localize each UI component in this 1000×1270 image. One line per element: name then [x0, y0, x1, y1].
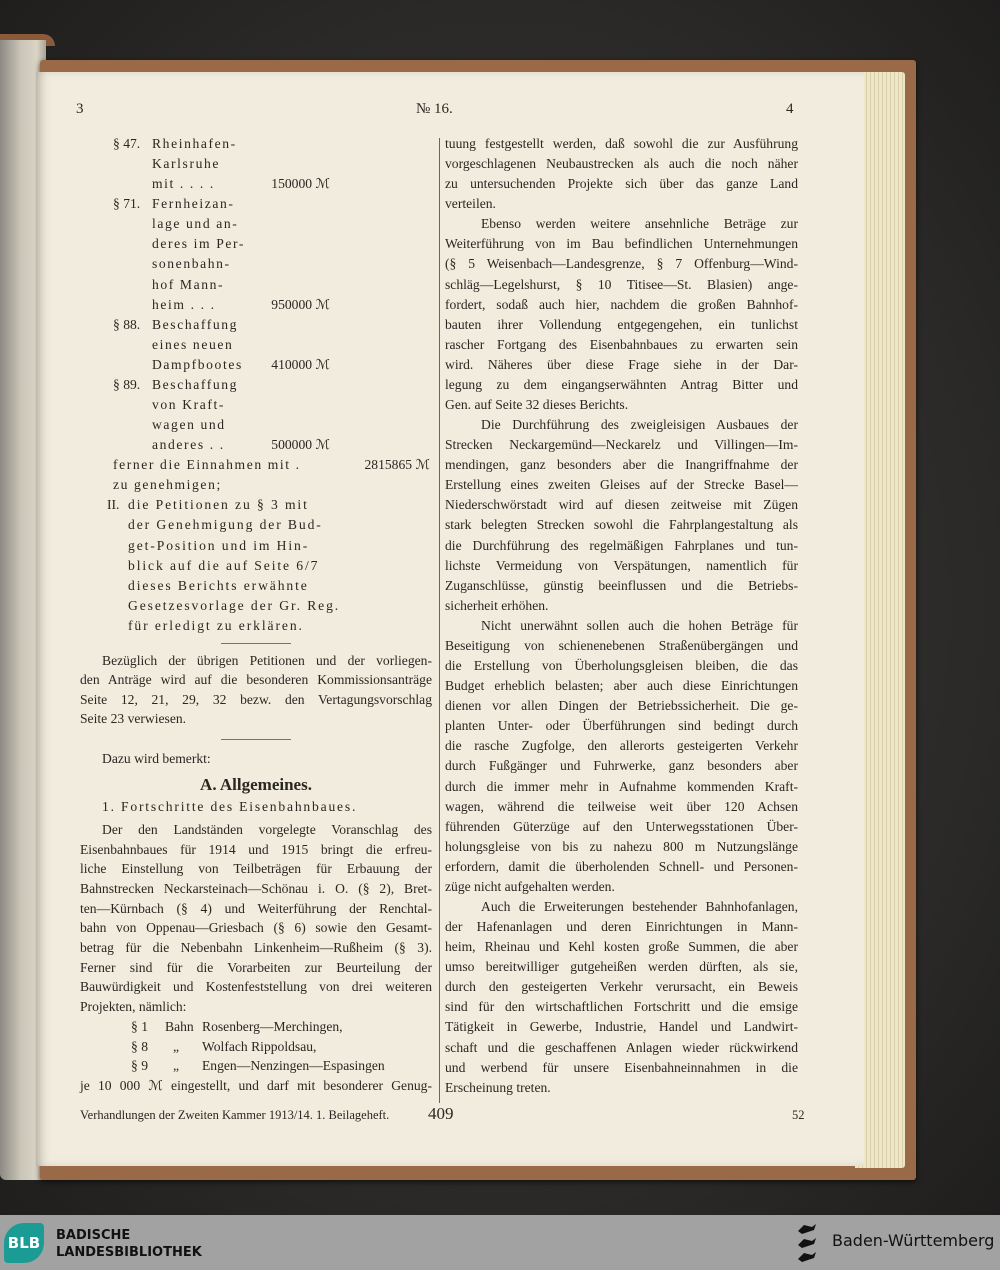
paragraph-line: Tätigkeit in Gewerbe, Industrie, Handel und Landwirt- — [445, 1019, 798, 1035]
paragraph-line: die Erstellung von Überholungsgleisen bleiben, die das — [445, 658, 798, 674]
paragraph-line: planten Unter- oder Überführungen sind bedingt durch — [445, 718, 798, 734]
paragraph-line: betrag für die Nebenbahn Linkenheim—Rußheim (§ 3). — [80, 940, 432, 956]
paragraph-line: fordert, sodaß auch hier, nachdem die großen Bahnhof- — [445, 296, 798, 312]
paragraph-line: legung zu dem eingangserwähnten Antrag Bitter und — [445, 376, 798, 392]
paragraph-line: erfordern, damit die überholenden Schnell- und Personen- — [445, 858, 798, 874]
point-two-line — [80, 616, 432, 636]
paragraph-line: sicherheit erhöhen. — [445, 597, 549, 613]
budget-item-text: deres im Per- — [152, 236, 246, 252]
paragraph-line: lichste Vermeidung von Verspätungen, namentlich für — [445, 557, 798, 573]
footer-publication: Verhandlungen der Zweiten Kammer 1913/14. 1. Beilageheft. — [80, 1108, 390, 1122]
project-line — [80, 1056, 432, 1076]
budget-item-text: anderes . . — [152, 437, 225, 453]
paragraph-line: Eisenbahnbaues für 1914 und 1915 bringt die erfreu- — [80, 841, 432, 857]
footer-page-number: 409 — [428, 1104, 454, 1123]
budget-item-label: § 47. — [113, 136, 141, 151]
blb-logo[interactable]: BLB — [4, 1223, 44, 1263]
paragraph-line: Seite 23 verwiesen. — [80, 711, 187, 727]
paragraph-line: zu untersuchenden Projekte sich über das ganze Land — [445, 176, 798, 192]
point-two-line — [80, 576, 432, 596]
budget-item-line — [80, 234, 432, 254]
point-two-text: der Genehmigung der Bud- — [128, 517, 323, 533]
paragraph-line: schläg—Legelshurst, § 10 Titisee—St. Blasien) ange- — [445, 276, 798, 292]
budget-item-text: hof Mann- — [152, 276, 225, 292]
page-left-number: 3 — [76, 101, 84, 117]
paragraph-line: Bauwürdigkeit und Kostenfeststellung von drei weiteren — [80, 979, 432, 995]
project-line — [80, 1017, 432, 1037]
project-prefix: „ — [173, 1058, 180, 1074]
point-two-line — [80, 536, 432, 556]
budget-item-text: eines neuen — [152, 336, 234, 352]
section-rule-spacer — [80, 729, 432, 749]
approve-line — [80, 475, 432, 495]
budget-item-amount: 150000 ℳ — [271, 176, 330, 192]
point-two-text: Gesetzesvorlage der Gr. Reg. — [128, 597, 341, 613]
paragraph-line: wird. Näheres über diese Frage siehe in der Dar- — [445, 356, 798, 372]
budget-item-text: von Kraft- — [152, 397, 225, 413]
project-line — [80, 1037, 432, 1057]
paragraph-line: durch den gesteigerten Verkehr verursacht, ein Beweis — [445, 979, 798, 995]
budget-item-text: Rheinhafen- — [152, 136, 237, 151]
budget-item-text: Fernheizan- — [152, 196, 235, 212]
project-name: Rosenberg—Merchingen, — [202, 1018, 343, 1034]
budget-item-line — [80, 134, 432, 154]
budget-item-amount: 410000 ℳ — [271, 356, 330, 372]
left-column — [80, 134, 432, 1096]
paragraph-line: Niederschwörstadt wird auf diesen zeitweise mit Zügen — [445, 497, 798, 513]
footer-sheet-number: 52 — [792, 1108, 805, 1122]
paragraph-line: tuung festgestellt werden, daß sowohl die zur Ausführung — [445, 136, 798, 151]
paragraph-line: dienen vor allen Dingen der Betriebssicherheit. Die ge- — [445, 698, 798, 714]
column-divider — [439, 138, 440, 1103]
paragraph-line: führenden Güterzüge auf den Unterwegsstationen Über- — [445, 818, 798, 834]
paragraph-line: Weiterführung von im Bau befindlichen Unternehmungen — [445, 236, 798, 252]
point-two-text: dieses Berichts erwähnte — [128, 577, 309, 593]
coat-of-arms-icon — [792, 1221, 822, 1265]
page-right-number: 4 — [786, 101, 794, 117]
section-rule-spacer — [80, 636, 432, 651]
paragraph-line: Nicht unerwähnt sollen auch die hohen Beträge für — [481, 617, 798, 633]
budget-item-text: Dampfbootes — [152, 356, 243, 372]
budget-item-amount: 950000 ℳ — [271, 296, 330, 312]
point-two-text: get-Position und im Hin- — [128, 537, 310, 553]
budget-item-text: mit . . . . — [152, 176, 215, 192]
paragraph-line: Auch die Erweiterungen bestehender Bahnhofanlagen, — [481, 898, 798, 914]
budget-item-line — [80, 415, 432, 435]
income-text: ferner die Einnahmen mit . — [113, 457, 301, 473]
budget-item-line — [80, 275, 432, 295]
project-label: § 9 — [131, 1058, 148, 1074]
project-name: Engen—Nenzingen—Espasingen — [202, 1058, 385, 1074]
point-two-line — [80, 556, 432, 576]
paragraph-line: vorgeschlagenen Neubaustrecken als auch die noch näher — [445, 156, 798, 172]
paragraph-line: mendingen, ganz besonders aber die Inangriffnahme der — [445, 457, 798, 473]
project-prefix: „ — [173, 1038, 180, 1054]
paragraph-line: die Durchführung des regelmäßigen Fahrplanes und tun- — [445, 537, 798, 553]
budget-item-text: lage und an- — [152, 216, 239, 232]
paragraph-line: umso bereitwilliger gutgeheißen werden dürften, als sie, — [445, 959, 798, 975]
paragraph-line: stark belegten Strecken sowohl die Fahrplangestaltung als — [445, 517, 798, 533]
budget-item-line — [80, 174, 432, 194]
project-name: Wolfach Rippoldsau, — [202, 1038, 317, 1054]
budget-item-line — [80, 154, 432, 174]
paragraph-line: Erstellung eines zweiten Gleises auf der Strecke Basel— — [445, 477, 798, 493]
paragraph-line: heim, Rheinau und Kehl kosten große Summen, die aber — [445, 939, 798, 955]
library-name-line1: BADISCHE — [56, 1228, 131, 1243]
paragraph-line: der Hafenanlagen und deren Einrichtungen in Mann- — [445, 919, 798, 935]
budget-item-line — [80, 335, 432, 355]
paragraph-line: durch die immer mehr in Aufnahme kommenden Kraft- — [445, 778, 798, 794]
state-name[interactable]: Baden-Württemberg — [832, 1231, 995, 1250]
subsection-heading: 1. Fortschritte des Eisenbahnbaues. — [102, 798, 358, 814]
right-column — [445, 134, 798, 1098]
project-label: § 1 — [131, 1018, 148, 1034]
budget-item-label: § 89. — [113, 376, 141, 392]
point-two-label: II. — [107, 497, 120, 513]
budget-item-line — [80, 295, 432, 315]
paragraph-line: Budget erheblich belasten; aber auch diese Einrichtungen — [445, 678, 798, 694]
paragraph-line: und werbend für unsere Eisenbahneinnahmen in die — [445, 1059, 798, 1075]
budget-item-line — [80, 214, 432, 234]
paragraph-line: bauten ihrer Vollendung entgegengehen, ein tunlichst — [445, 316, 798, 332]
income-amount: 2815865 ℳ — [364, 457, 430, 473]
paragraph-line: Beseitigung von schienenebenen Straßenübergängen und — [445, 637, 798, 653]
budget-item-text: Karlsruhe — [152, 156, 220, 172]
budget-item-text: wagen und — [152, 417, 226, 433]
paragraph-line: sind für den wirtschaftlichen Fortschritt und die emsige — [445, 999, 798, 1015]
point-two-line — [80, 515, 432, 535]
paragraph-line: Bezüglich der übrigen Petitionen und der vorliegen- — [102, 652, 432, 668]
library-name[interactable] — [56, 1227, 202, 1261]
paragraph-line: Ebenso werden weitere ansehnliche Beträge zur — [481, 216, 798, 232]
paragraph-line: Ferner sind für die Vorarbeiten zur Beurteilung der — [80, 959, 432, 975]
budget-item-line — [80, 355, 432, 375]
section-rule — [221, 739, 291, 740]
budget-item-amount: 500000 ℳ — [271, 437, 330, 453]
point-two-text: für erledigt zu erklären. — [128, 617, 304, 633]
point-two-line — [80, 596, 432, 616]
budget-item-line — [80, 254, 432, 274]
paragraph-line: Erscheinung treten. — [445, 1079, 551, 1095]
paragraph-line: Gen. auf Seite 32 dieses Berichts. — [445, 397, 629, 413]
issue-number: № 16. — [416, 101, 453, 117]
budget-item-line — [80, 315, 432, 335]
paragraph-line: ten—Kürnbach (§ 4) und Weiterführung der Renchtal- — [80, 900, 432, 916]
paragraph-line: Zuganschlüsse, günstig beeinflussen und die Betriebs- — [445, 577, 798, 593]
library-name-line2: LANDESBIBLIOTHEK — [56, 1245, 202, 1260]
budget-item-text: Beschaffung — [152, 376, 239, 392]
paragraph-line: je 10 000 ℳ eingestellt, und darf mit besonderer Genug- — [80, 1077, 432, 1093]
paragraph-line: Der den Landständen vorgelegte Voranschlag des — [102, 821, 432, 837]
budget-item-label: § 88. — [113, 316, 141, 332]
paragraph-line: liche Einstellung von Teilbeträgen für Erbauung der — [80, 861, 432, 877]
budget-item-line — [80, 375, 432, 395]
budget-item-text: sonenbahn- — [152, 256, 231, 272]
paragraph-line: Projekten, nämlich: — [80, 999, 187, 1015]
paragraph-line: schaft und die geschaffenen Anlagen wieder rückwirkend — [445, 1039, 798, 1055]
section-heading: A. Allgemeines. — [200, 774, 312, 794]
paragraph-line: Strecken Neckargemünd—Neckarelz und Villingen—Im- — [445, 437, 798, 453]
paragraph-line: züge nicht aufgehalten werden. — [445, 878, 615, 894]
budget-item-label: § 71. — [113, 196, 141, 212]
remark-line: Dazu wird bemerkt: — [102, 750, 211, 766]
paragraph-line: holungsgleise von bis zu nahezu 800 m Nutzungslänge — [445, 838, 798, 854]
project-prefix: Bahn — [165, 1018, 194, 1034]
budget-item-line — [80, 395, 432, 415]
paragraph-line: die rasche Zugfolge, den allerorts gesteigerten Verkehr — [445, 738, 798, 754]
point-two-text: die Petitionen zu § 3 mit — [128, 497, 309, 513]
section-rule — [221, 643, 291, 644]
point-two-text: blick auf die auf Seite 6/7 — [128, 557, 320, 573]
budget-item-line — [80, 194, 432, 214]
paragraph-line: durch Fußgänger und Fuhrwerke, ganz besonders aber — [445, 758, 798, 774]
paragraph-line: Bahnstrecken Neckarsteinach—Schönau i. O. (§ 2), Bret- — [80, 881, 432, 897]
approve-text: zu genehmigen; — [113, 477, 222, 493]
paragraph-line: Seite 12, 21, 29, 32 bezw. den Vertagungsvorschlag — [80, 691, 432, 707]
paragraph-line: (§ 5 Weisenbach—Landesgrenze, § 7 Offenburg—Wind- — [445, 256, 798, 272]
paragraph-line: bahn von Oppenau—Griesbach (§ 6) sowie den Gesamt- — [80, 920, 432, 936]
library-bar — [0, 1215, 1000, 1270]
budget-item-text: Beschaffung — [152, 316, 239, 332]
paragraph-line: rascher Fortgang des Eisenbahnbaues zu erwarten sein — [445, 336, 798, 352]
paragraph-line: Die Durchführung des zweigleisigen Ausbaues der — [481, 417, 798, 433]
budget-item-text: heim . . . — [152, 296, 216, 312]
paragraph-line: wagen, während die teilweise weit über 120 Achsen — [445, 798, 798, 814]
income-line — [80, 455, 432, 475]
paragraph-line: verteilen. — [445, 196, 496, 212]
paragraph-line: den Anträge wird auf die besonderen Kommissionsanträge — [80, 672, 432, 688]
project-label: § 8 — [131, 1038, 148, 1054]
budget-item-line — [80, 435, 432, 455]
point-two-line — [80, 495, 432, 515]
